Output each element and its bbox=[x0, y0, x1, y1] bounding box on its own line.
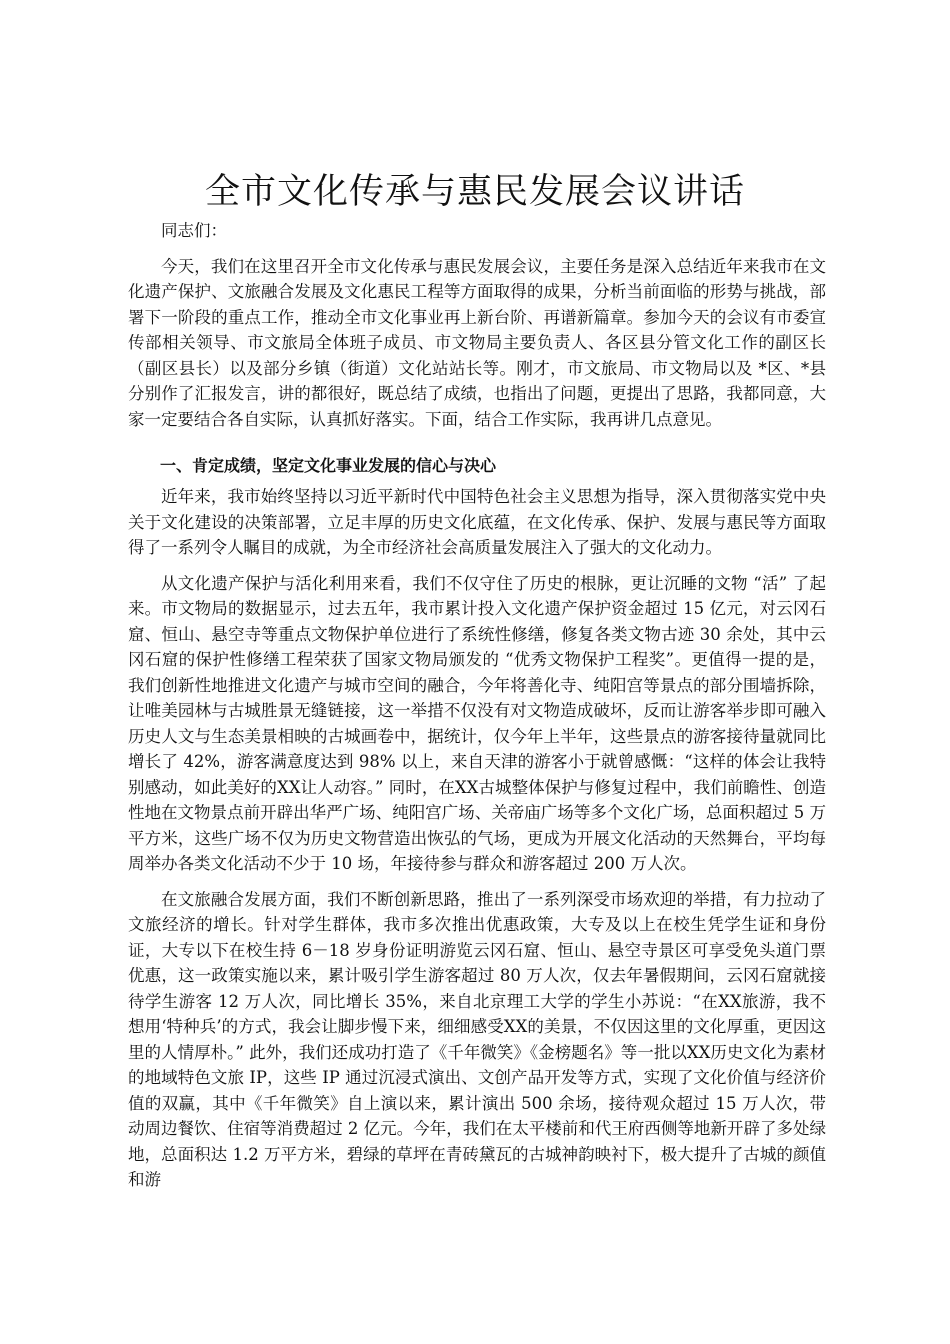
section-heading: 一、肯定成绩，坚定文化事业发展的信心与决心 bbox=[160, 456, 497, 475]
document-body bbox=[128, 218, 826, 1193]
body-paragraph: 近年来，我市始终坚持以习近平新时代中国特色社会主义思想为指导，深入贯彻落实党中央关于文化建设的决策部署，立足丰厚的历史文化底蕴，在文化传承、保护、发展与惠民等方面取得了一系列令人瞩目的成就，为全市经济社会高质量发展注入了强大的文化动力。 bbox=[128, 487, 826, 557]
intro-paragraph: 今天，我们在这里召开全市文化传承与惠民发展会议，主要任务是深入总结近年来我市在文化遗产保护、文旅融合发展及文化惠民工程等方面取得的成果，分析当前面临的形势与挑战，部署下一阶段的重点工作，推动全市文化事业再上新台阶、再谱新篇章。参加今天的会议有市委宣传部相关领导、市文旅局全体班子成员、市文物局主要负责人、各区县分管文化工作的副区长（副区县长）以及部分乡镇（街道）文化站站长等。刚才，市文旅局、市文物局以及 *区、*县分别作了汇报发言，讲的都很好，既总结了成绩，也指出了问题，更提出了思路，我都同意，大家一定要结合各自实际，认真抓好落实。下面，结合工作实际，我再讲几点意见。 bbox=[128, 256, 826, 429]
document-title: 全市文化传承与惠民发展会议讲话 bbox=[204, 172, 745, 212]
salutation: 同志们： bbox=[161, 221, 227, 240]
body-paragraph: 在文旅融合发展方面，我们不断创新思路，推出了一系列深受市场欢迎的举措，有力拉动了文旅经济的增长。针对学生群体，我市多次推出优惠政策，大专及以上在校生凭学生证和身份证，大专以下在校生持 6－18 岁身份证明游览云冈石窟、恒山、悬空寺景区可享受免头道门票优惠，这一政策实施以来，累计吸引学生游客超过 80 万人次，仅去年暑假期间，云冈石窟就接待学生游客 12 万人次，同比增长 35%，来自北京理工大学的学生小苏说：“在XX旅游，我不想用‘特种兵’的方式，我会让脚步慢下来，细细感受XX的美景，不仅因这里的文化厚重，更因这里的人情厚朴。” 此外，我们还成功打造了《千年微笑》《金榜题名》等一批以XX历史文化为素材的地域特色文旅 IP，这些 IP 通过沉浸式演出、文创产品开发等方式，实现了文化价值与经济价值的双赢，其中《千年微笑》自上演以来，累计演出 500 余场，接待观众超过 15 万人次，带动周边餐饮、住宿等消费超过 2 亿元。今年，我们在太平楼前和代王府西侧等地新开辟了多处绿地，总面积达 1.2 万平方米，碧绿的草坪在青砖黛瓦的古城神韵映衬下，极大提升了古城的颜值和游 bbox=[128, 889, 826, 1189]
body-paragraph: 从文化遗产保护与活化利用来看，我们不仅守住了历史的根脉，更让沉睡的文物 “活” 了起来。市文物局的数据显示，过去五年，我市累计投入文化遗产保护资金超过 15 亿元，对云冈石窟、恒山、悬空寺等重点文物保护单位进行了系统性修缮，修复各类文物古迹 30 余处，其中云冈石窟的保护性修缮工程荣获了国家文物局颁发的 “优秀文物保护工程奖”。更值得一提的是，我们创新性地推进文化遗产与城市空间的融合，今年将善化寺、纯阳宫等景点的部分围墙拆除，让唯美园林与古城胜景无缝链接，这一举措不仅没有对文物造成破坏，反而让游客举步即可融入历史人文与生态美景相映的古城画卷中，据统计，仅今年上半年，这些景点的游客接待量就同比增长了 42%，游客满意度达到 98% 以上，来自天津的游客小于就曾感慨：“这样的体会让我特别感动，如此美好的XX让人动容。” 同时，在XX古城整体保护与修复过程中，我们前瞻性、创造性地在文物景点前开辟出华严广场、纯阳宫广场、关帝庙广场等多个文化广场，总面积超过 5 万平方米，这些广场不仅为历史文物营造出恢弘的气场，更成为开展文化活动的天然舞台，平均每周举办各类文化活动不少于 10 场，年接待参与群众和游客超过 200 万人次。 bbox=[128, 573, 826, 873]
